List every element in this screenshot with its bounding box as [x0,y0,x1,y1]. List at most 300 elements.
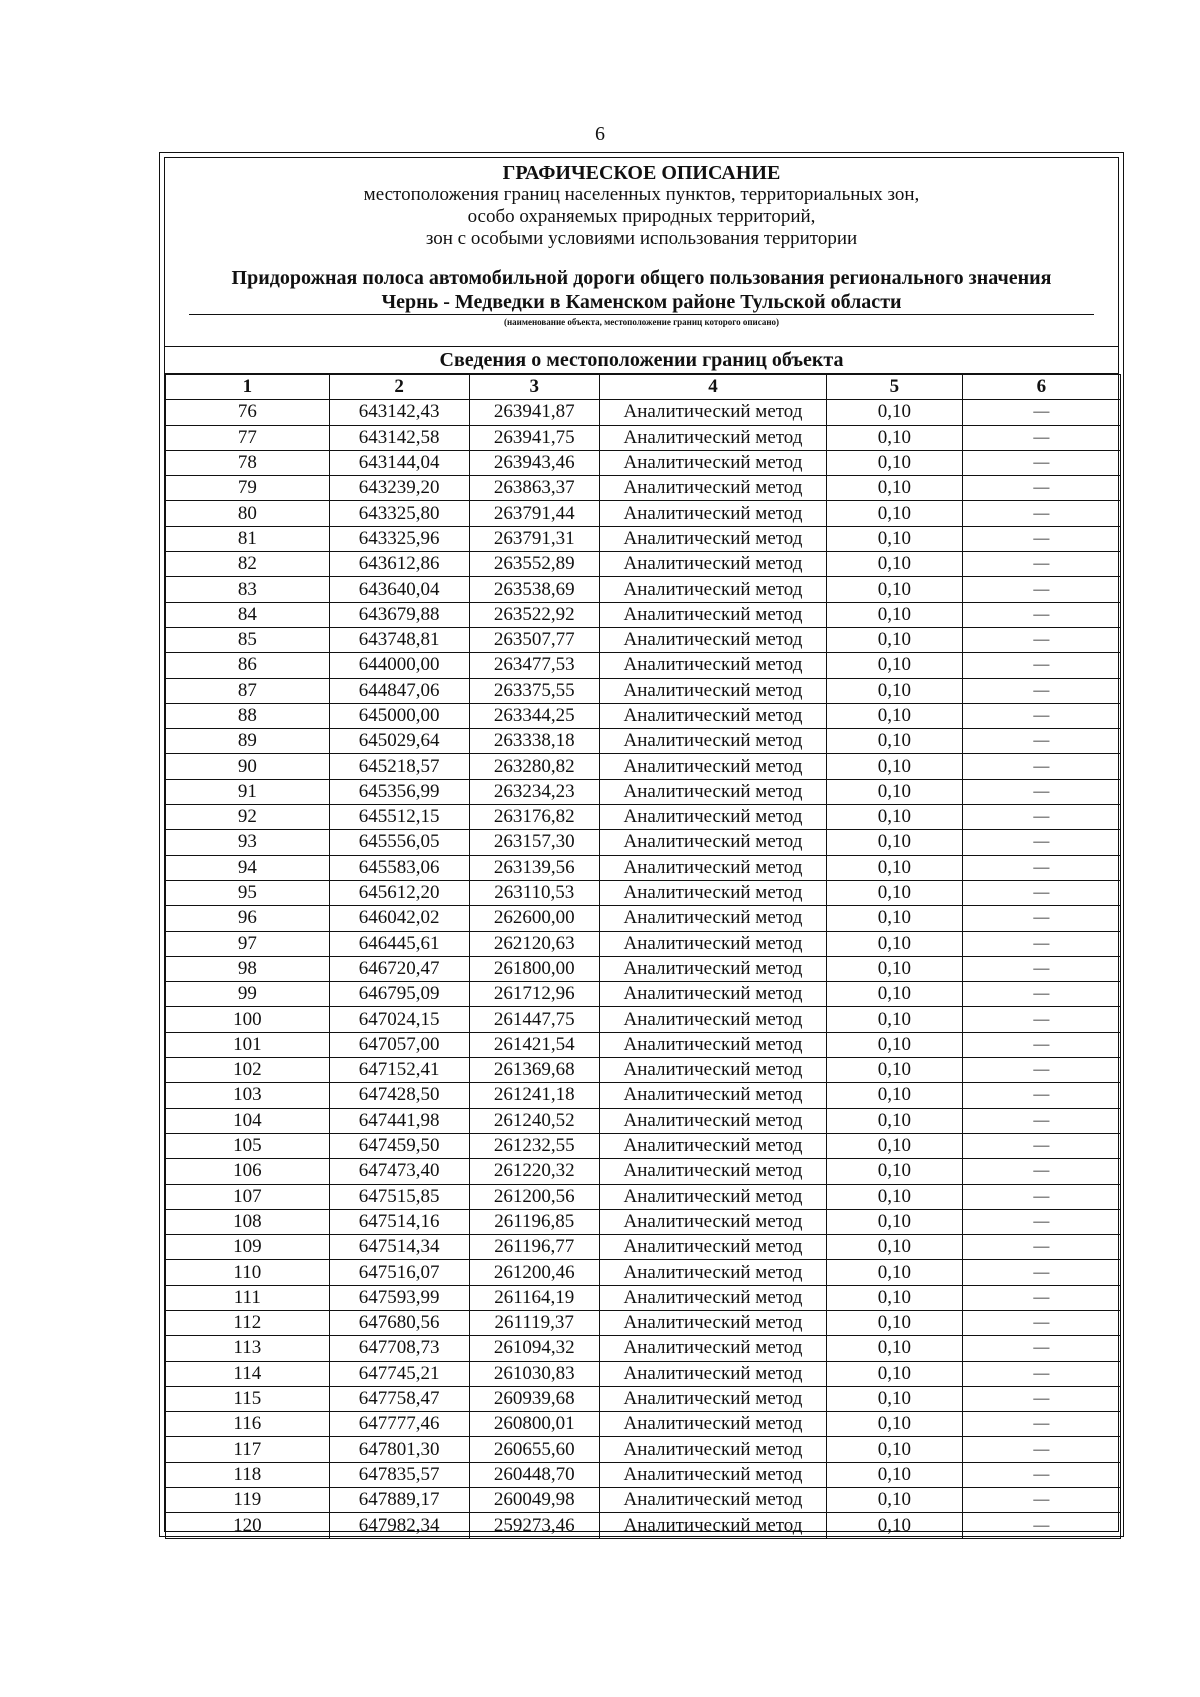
method-cell: Аналитический метод [599,1361,826,1386]
y-coordinate-cell: 261200,56 [469,1184,599,1209]
description-cell: — [962,1437,1120,1462]
accuracy-cell: 0,10 [827,1386,963,1411]
x-coordinate-cell: 647745,21 [329,1361,469,1386]
x-coordinate-cell: 643142,43 [329,400,469,425]
description-cell: — [962,982,1120,1007]
point-number-cell: 79 [166,476,330,501]
accuracy-cell: 0,10 [827,703,963,728]
table-row [166,830,1121,855]
document-inner-frame [164,157,1119,1536]
x-coordinate-cell: 643748,81 [329,627,469,652]
coordinates-table [165,374,1121,1539]
table-row [166,956,1121,981]
point-number-cell: 84 [166,602,330,627]
description-cell: — [962,476,1120,501]
point-number-cell: 82 [166,552,330,577]
x-coordinate-cell: 647515,85 [329,1184,469,1209]
method-cell: Аналитический метод [599,1285,826,1310]
description-cell: — [962,1361,1120,1386]
table-row [166,425,1121,450]
description-cell: — [962,1184,1120,1209]
table-row [166,653,1121,678]
document-frame [159,152,1124,1537]
description-cell: — [962,931,1120,956]
y-coordinate-cell: 263477,53 [469,653,599,678]
object-name-line-2: Чернь - Медведки в Каменском районе Тульской области [381,291,902,313]
x-coordinate-cell: 645029,64 [329,729,469,754]
object-name-line-1: Придорожная полоса автомобильной дороги общего пользования регионального значения [231,267,1052,289]
accuracy-cell: 0,10 [827,450,963,475]
method-cell: Аналитический метод [599,1310,826,1335]
accuracy-cell: 0,10 [827,1032,963,1057]
accuracy-cell: 0,10 [827,880,963,905]
method-cell: Аналитический метод [599,703,826,728]
method-cell: Аналитический метод [599,805,826,830]
method-cell: Аналитический метод [599,450,826,475]
description-cell: — [962,1310,1120,1335]
accuracy-cell: 0,10 [827,956,963,981]
table-row [166,1209,1121,1234]
accuracy-cell: 0,10 [827,779,963,804]
subtitle-line: особо охраняемых природных территорий, [467,206,816,227]
x-coordinate-cell: 647708,73 [329,1336,469,1361]
point-number-cell: 94 [166,855,330,880]
x-coordinate-cell: 647680,56 [329,1310,469,1335]
method-cell: Аналитический метод [599,1336,826,1361]
y-coordinate-cell: 261712,96 [469,982,599,1007]
table-row [166,678,1121,703]
point-number-cell: 78 [166,450,330,475]
method-cell: Аналитический метод [599,602,826,627]
method-cell: Аналитический метод [599,476,826,501]
y-coordinate-cell: 259273,46 [469,1513,599,1538]
method-cell: Аналитический метод [599,653,826,678]
y-coordinate-cell: 263344,25 [469,703,599,728]
method-cell: Аналитический метод [599,729,826,754]
accuracy-cell: 0,10 [827,754,963,779]
accuracy-cell: 0,10 [827,1488,963,1513]
point-number-cell: 86 [166,653,330,678]
accuracy-cell: 0,10 [827,425,963,450]
column-header: 1 [166,375,330,400]
y-coordinate-cell: 263157,30 [469,830,599,855]
x-coordinate-cell: 643142,58 [329,425,469,450]
point-number-cell: 85 [166,627,330,652]
table-row [166,931,1121,956]
description-cell: — [962,602,1120,627]
accuracy-cell: 0,10 [827,602,963,627]
table-row [166,602,1121,627]
table-row [166,906,1121,931]
description-cell: — [962,1133,1120,1158]
method-cell: Аналитический метод [599,1184,826,1209]
x-coordinate-cell: 643640,04 [329,577,469,602]
description-cell: — [962,425,1120,450]
description-cell: — [962,501,1120,526]
description-cell: — [962,779,1120,804]
point-number-cell: 77 [166,425,330,450]
x-coordinate-cell: 647514,16 [329,1209,469,1234]
table-row [166,982,1121,1007]
point-number-cell: 120 [166,1513,330,1538]
method-cell: Аналитический метод [599,400,826,425]
description-cell: — [962,1083,1120,1108]
y-coordinate-cell: 263522,92 [469,602,599,627]
object-name-underline [189,314,1094,315]
x-coordinate-cell: 647514,34 [329,1235,469,1260]
y-coordinate-cell: 263941,75 [469,425,599,450]
point-number-cell: 109 [166,1235,330,1260]
y-coordinate-cell: 263507,77 [469,627,599,652]
table-row [166,1361,1121,1386]
x-coordinate-cell: 645556,05 [329,830,469,855]
accuracy-cell: 0,10 [827,1007,963,1032]
table-row [166,1133,1121,1158]
y-coordinate-cell: 261164,19 [469,1285,599,1310]
x-coordinate-cell: 646720,47 [329,956,469,981]
x-coordinate-cell: 647593,99 [329,1285,469,1310]
column-header: 2 [329,375,469,400]
subtitle-line: местоположения границ населенных пунктов, территориальных зон, [363,184,920,205]
y-coordinate-cell: 261094,32 [469,1336,599,1361]
table-row [166,627,1121,652]
x-coordinate-cell: 645000,00 [329,703,469,728]
section-title: Сведения о местоположении границ объекта [165,346,1118,374]
description-cell: — [962,1386,1120,1411]
description-cell: — [962,1209,1120,1234]
table-row [166,501,1121,526]
point-number-cell: 106 [166,1159,330,1184]
description-cell: — [962,577,1120,602]
y-coordinate-cell: 261196,85 [469,1209,599,1234]
accuracy-cell: 0,10 [827,855,963,880]
x-coordinate-cell: 647777,46 [329,1412,469,1437]
table-row [166,703,1121,728]
description-cell: — [962,1412,1120,1437]
page-number: 6 [595,123,605,145]
method-cell: Аналитический метод [599,1007,826,1032]
method-cell: Аналитический метод [599,552,826,577]
point-number-cell: 91 [166,779,330,804]
table-row [166,729,1121,754]
description-cell: — [962,805,1120,830]
description-cell: — [962,400,1120,425]
x-coordinate-cell: 643325,96 [329,526,469,551]
description-cell: — [962,1235,1120,1260]
column-header: 6 [962,375,1120,400]
point-number-cell: 98 [166,956,330,981]
accuracy-cell: 0,10 [827,906,963,931]
table-row [166,1310,1121,1335]
y-coordinate-cell: 260800,01 [469,1412,599,1437]
accuracy-cell: 0,10 [827,1235,963,1260]
point-number-cell: 110 [166,1260,330,1285]
y-coordinate-cell: 263941,87 [469,400,599,425]
method-cell: Аналитический метод [599,1488,826,1513]
table-row [166,400,1121,425]
table-row [166,754,1121,779]
accuracy-cell: 0,10 [827,678,963,703]
method-cell: Аналитический метод [599,1083,826,1108]
point-number-cell: 89 [166,729,330,754]
table-row [166,1058,1121,1083]
x-coordinate-cell: 646795,09 [329,982,469,1007]
point-number-cell: 114 [166,1361,330,1386]
table-row [166,1488,1121,1513]
point-number-cell: 97 [166,931,330,956]
method-cell: Аналитический метод [599,1462,826,1487]
y-coordinate-cell: 261119,37 [469,1310,599,1335]
column-header: 4 [599,375,826,400]
y-coordinate-cell: 261800,00 [469,956,599,981]
table-row [166,1336,1121,1361]
point-number-cell: 105 [166,1133,330,1158]
point-number-cell: 117 [166,1437,330,1462]
description-cell: — [962,552,1120,577]
method-cell: Аналитический метод [599,754,826,779]
point-number-cell: 93 [166,830,330,855]
point-number-cell: 116 [166,1412,330,1437]
description-cell: — [962,1462,1120,1487]
point-number-cell: 118 [166,1462,330,1487]
accuracy-cell: 0,10 [827,1412,963,1437]
description-cell: — [962,526,1120,551]
accuracy-cell: 0,10 [827,526,963,551]
method-cell: Аналитический метод [599,1437,826,1462]
x-coordinate-cell: 644000,00 [329,653,469,678]
table-row [166,1007,1121,1032]
y-coordinate-cell: 261220,32 [469,1159,599,1184]
method-cell: Аналитический метод [599,855,826,880]
point-number-cell: 92 [166,805,330,830]
accuracy-cell: 0,10 [827,1133,963,1158]
accuracy-cell: 0,10 [827,982,963,1007]
description-cell: — [962,653,1120,678]
table-body [166,400,1121,1538]
point-number-cell: 99 [166,982,330,1007]
table-row [166,805,1121,830]
y-coordinate-cell: 263552,89 [469,552,599,577]
accuracy-cell: 0,10 [827,830,963,855]
description-cell: — [962,1108,1120,1133]
y-coordinate-cell: 261196,77 [469,1235,599,1260]
table-row [166,1386,1121,1411]
point-number-cell: 111 [166,1285,330,1310]
point-number-cell: 119 [166,1488,330,1513]
accuracy-cell: 0,10 [827,1209,963,1234]
description-cell: — [962,1260,1120,1285]
x-coordinate-cell: 647758,47 [329,1386,469,1411]
table-row [166,779,1121,804]
method-cell: Аналитический метод [599,906,826,931]
y-coordinate-cell: 263338,18 [469,729,599,754]
x-coordinate-cell: 643144,04 [329,450,469,475]
x-coordinate-cell: 647982,34 [329,1513,469,1538]
y-coordinate-cell: 263139,56 [469,855,599,880]
accuracy-cell: 0,10 [827,1159,963,1184]
description-cell: — [962,1488,1120,1513]
accuracy-cell: 0,10 [827,1437,963,1462]
table-row [166,1083,1121,1108]
method-cell: Аналитический метод [599,577,826,602]
description-cell: — [962,703,1120,728]
table-row [166,1184,1121,1209]
object-note: (наименование объекта, местоположение границ которого описано) [503,317,780,327]
table-row [166,1285,1121,1310]
x-coordinate-cell: 647024,15 [329,1007,469,1032]
description-cell: — [962,1285,1120,1310]
accuracy-cell: 0,10 [827,1336,963,1361]
x-coordinate-cell: 645583,06 [329,855,469,880]
method-cell: Аналитический метод [599,1260,826,1285]
accuracy-cell: 0,10 [827,476,963,501]
point-number-cell: 102 [166,1058,330,1083]
table-row [166,855,1121,880]
accuracy-cell: 0,10 [827,805,963,830]
y-coordinate-cell: 263943,46 [469,450,599,475]
method-cell: Аналитический метод [599,1058,826,1083]
point-number-cell: 104 [166,1108,330,1133]
point-number-cell: 80 [166,501,330,526]
accuracy-cell: 0,10 [827,729,963,754]
accuracy-cell: 0,10 [827,1108,963,1133]
description-cell: — [962,956,1120,981]
description-cell: — [962,1513,1120,1538]
y-coordinate-cell: 263234,23 [469,779,599,804]
description-cell: — [962,754,1120,779]
description-cell: — [962,1032,1120,1057]
y-coordinate-cell: 261447,75 [469,1007,599,1032]
y-coordinate-cell: 261240,52 [469,1108,599,1133]
x-coordinate-cell: 643679,88 [329,602,469,627]
y-coordinate-cell: 261200,46 [469,1260,599,1285]
x-coordinate-cell: 646445,61 [329,931,469,956]
x-coordinate-cell: 647889,17 [329,1488,469,1513]
method-cell: Аналитический метод [599,627,826,652]
table-row [166,1260,1121,1285]
x-coordinate-cell: 647801,30 [329,1437,469,1462]
y-coordinate-cell: 261421,54 [469,1032,599,1057]
point-number-cell: 115 [166,1386,330,1411]
accuracy-cell: 0,10 [827,1058,963,1083]
x-coordinate-cell: 647152,41 [329,1058,469,1083]
document-header [165,158,1118,346]
x-coordinate-cell: 647057,00 [329,1032,469,1057]
description-cell: — [962,1159,1120,1184]
y-coordinate-cell: 260448,70 [469,1462,599,1487]
x-coordinate-cell: 647459,50 [329,1133,469,1158]
description-cell: — [962,880,1120,905]
description-cell: — [962,906,1120,931]
description-cell: — [962,1007,1120,1032]
description-cell: — [962,450,1120,475]
accuracy-cell: 0,10 [827,1462,963,1487]
accuracy-cell: 0,10 [827,400,963,425]
y-coordinate-cell: 262120,63 [469,931,599,956]
accuracy-cell: 0,10 [827,1260,963,1285]
accuracy-cell: 0,10 [827,1184,963,1209]
accuracy-cell: 0,10 [827,577,963,602]
x-coordinate-cell: 643325,80 [329,501,469,526]
method-cell: Аналитический метод [599,931,826,956]
table-header-row [166,375,1121,400]
point-number-cell: 90 [166,754,330,779]
table-row [166,1032,1121,1057]
y-coordinate-cell: 263791,31 [469,526,599,551]
table-row [166,1159,1121,1184]
document-title: ГРАФИЧЕСКОЕ ОПИСАНИЕ [502,162,781,184]
accuracy-cell: 0,10 [827,653,963,678]
x-coordinate-cell: 645356,99 [329,779,469,804]
accuracy-cell: 0,10 [827,1083,963,1108]
description-cell: — [962,1058,1120,1083]
x-coordinate-cell: 645218,57 [329,754,469,779]
method-cell: Аналитический метод [599,1386,826,1411]
x-coordinate-cell: 647835,57 [329,1462,469,1487]
y-coordinate-cell: 263110,53 [469,880,599,905]
method-cell: Аналитический метод [599,830,826,855]
accuracy-cell: 0,10 [827,1310,963,1335]
y-coordinate-cell: 261232,55 [469,1133,599,1158]
y-coordinate-cell: 261241,18 [469,1083,599,1108]
point-number-cell: 112 [166,1310,330,1335]
accuracy-cell: 0,10 [827,1285,963,1310]
method-cell: Аналитический метод [599,982,826,1007]
x-coordinate-cell: 647441,98 [329,1108,469,1133]
method-cell: Аналитический метод [599,1032,826,1057]
y-coordinate-cell: 263791,44 [469,501,599,526]
description-cell: — [962,729,1120,754]
accuracy-cell: 0,10 [827,931,963,956]
point-number-cell: 113 [166,1336,330,1361]
y-coordinate-cell: 260049,98 [469,1488,599,1513]
table-row [166,1462,1121,1487]
method-cell: Аналитический метод [599,1133,826,1158]
y-coordinate-cell: 263176,82 [469,805,599,830]
y-coordinate-cell: 262600,00 [469,906,599,931]
y-coordinate-cell: 263863,37 [469,476,599,501]
point-number-cell: 95 [166,880,330,905]
table-row [166,1437,1121,1462]
point-number-cell: 88 [166,703,330,728]
x-coordinate-cell: 643239,20 [329,476,469,501]
point-number-cell: 103 [166,1083,330,1108]
x-coordinate-cell: 647516,07 [329,1260,469,1285]
y-coordinate-cell: 261369,68 [469,1058,599,1083]
x-coordinate-cell: 647428,50 [329,1083,469,1108]
method-cell: Аналитический метод [599,1235,826,1260]
subtitle-line: зон с особыми условиями использования территории [425,228,858,249]
method-cell: Аналитический метод [599,956,826,981]
x-coordinate-cell: 643612,86 [329,552,469,577]
y-coordinate-cell: 263538,69 [469,577,599,602]
point-number-cell: 101 [166,1032,330,1057]
description-cell: — [962,830,1120,855]
description-cell: — [962,678,1120,703]
description-cell: — [962,627,1120,652]
accuracy-cell: 0,10 [827,552,963,577]
y-coordinate-cell: 263375,55 [469,678,599,703]
table-row [166,1235,1121,1260]
table-row [166,1412,1121,1437]
table-row [166,1108,1121,1133]
method-cell: Аналитический метод [599,1412,826,1437]
table-row [166,476,1121,501]
point-number-cell: 100 [166,1007,330,1032]
accuracy-cell: 0,10 [827,501,963,526]
point-number-cell: 108 [166,1209,330,1234]
table-row [166,1513,1121,1538]
